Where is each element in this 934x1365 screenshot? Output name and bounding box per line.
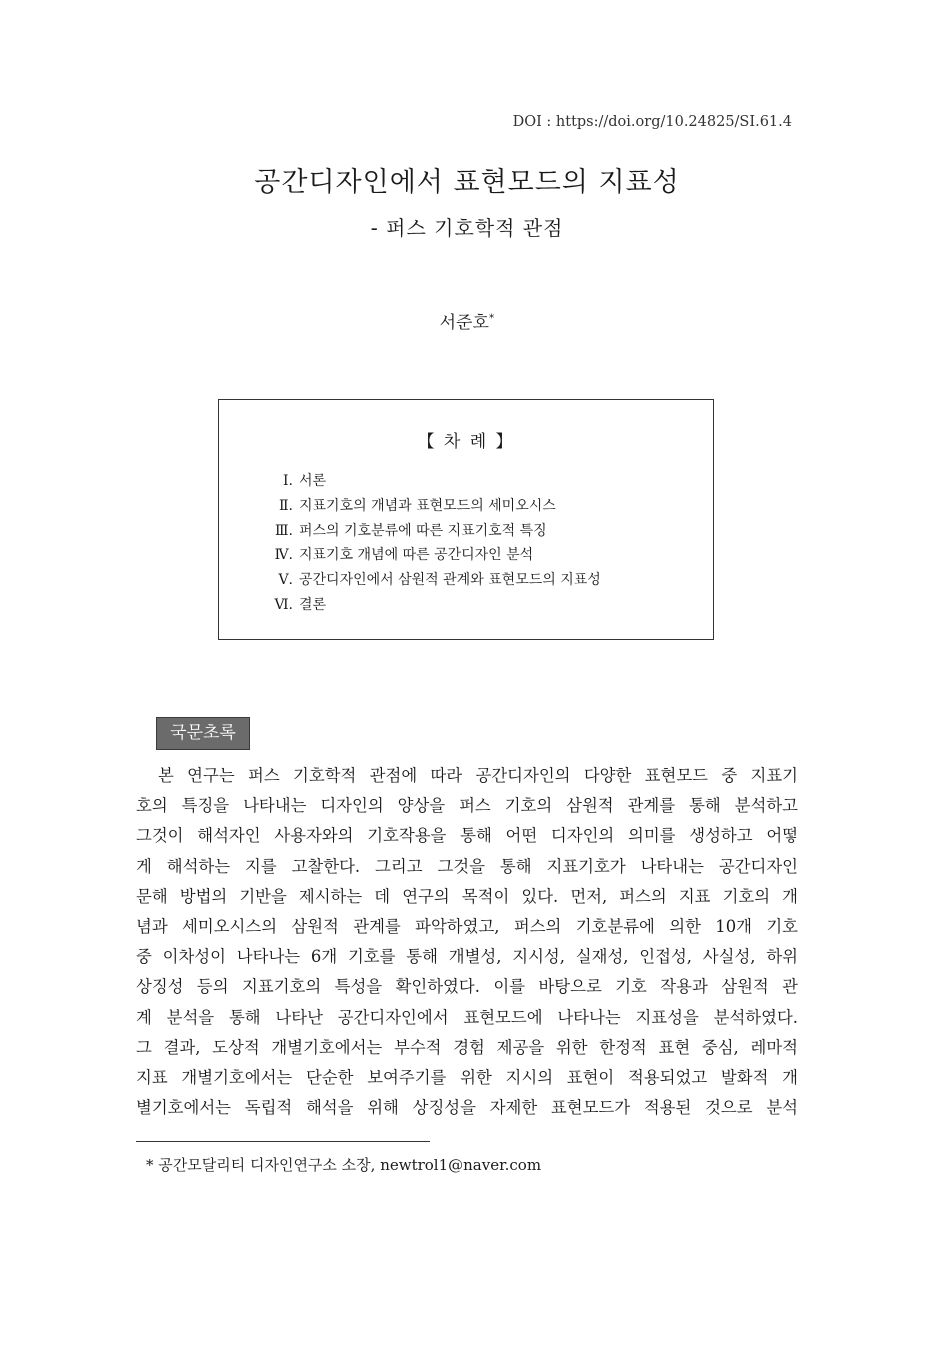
author: [0, 308, 934, 333]
paper-title: 공간디자인에서 표현모드의 지표성: [254, 167, 680, 198]
author-footnote-mark: *: [488, 311, 495, 325]
footnote-rule: [136, 1141, 430, 1142]
toc-item-label: 퍼스의 기호분류에 따른 지표기호적 특징: [299, 522, 547, 539]
abstract-line: 상징성 등의 지표기호의 특성을 확인하였다. 이를 바탕으로 기호 작용과 삼원적 관: [136, 977, 798, 997]
toc-item-label: 공간디자인에서 삼원적 관계와 표현모드의 지표성: [299, 572, 601, 589]
toc-heading: 【 차 례 】: [417, 432, 515, 452]
abstract-line: 그것이 해석자인 사용자와의 기호작용을 통해 어떤 디자인의 의미를 생성하고 어떻: [136, 826, 798, 846]
toc-list: [262, 470, 601, 619]
abstract-line: 문해 방법의 기반을 제시하는 데 연구의 목적이 있다. 먼저, 퍼스의 지표 기호의 개: [136, 886, 798, 906]
table-of-contents: [218, 399, 714, 640]
abstract-body: [136, 762, 798, 1124]
author-name: 서준호: [439, 313, 489, 333]
footnote: * 공간모달리티 디자인연구소 소장, newtrol1@naver.com: [146, 1156, 542, 1174]
abstract-line: 게 해석하는 지를 고찰한다. 그리고 그것을 통해 지표기호가 나타내는 공간디자인: [136, 856, 798, 876]
toc-item: [262, 544, 601, 569]
toc-item-number: Ⅲ.: [275, 522, 293, 539]
abstract-label: 국문초록: [156, 717, 250, 750]
toc-item: [262, 495, 601, 520]
abstract-line: 지표 개별기호에서는 단순한 보여주기를 위한 지시의 표현이 적용되었고 발화적 개: [136, 1067, 798, 1087]
toc-item-number: Ⅱ.: [279, 497, 293, 514]
paper-subtitle: - 퍼스 기호학적 관점: [370, 216, 564, 240]
abstract-line: 계 분석을 통해 나타난 공간디자인에서 표현모드에 나타나는 지표성을 분석하였다.: [136, 1007, 798, 1027]
toc-item: [262, 569, 601, 594]
doi-line: DOI : https://doi.org/10.24825/SI.61.4: [512, 114, 792, 130]
toc-item-label: 서론: [299, 473, 327, 489]
toc-item-label: 지표기호 개념에 따른 공간디자인 분석: [299, 547, 534, 564]
toc-item-number: Ⅵ.: [274, 596, 293, 613]
abstract-line: 본 연구는 퍼스 기호학적 관점에 따라 공간디자인의 다양한 표현모드 중 지표기: [158, 766, 798, 785]
abstract-line: 호의 특징을 나타내는 디자인의 양상을 퍼스 기호의 삼원적 관계를 통해 분석하고: [136, 796, 798, 816]
abstract-line: 념과 세미오시스의 삼원적 관계를 파악하였고, 퍼스의 기호분류에 의한 10개 기호: [136, 916, 798, 936]
toc-item: [262, 594, 601, 619]
toc-item-number: Ⅴ.: [278, 572, 293, 589]
toc-item-label: 지표기호의 개념과 표현모드의 세미오시스: [299, 497, 556, 514]
toc-item-label: 결론: [299, 596, 327, 613]
abstract-line: 중 이차성이 나타나는 6개 기호를 통해 개별성, 지시성, 실재성, 인접성, 사실성, 하위: [136, 947, 798, 967]
toc-item: [262, 470, 601, 495]
toc-item: [262, 520, 601, 545]
toc-item-number: Ⅳ.: [274, 547, 293, 564]
abstract-line: 그 결과, 도상적 개별기호에서는 부수적 경험 제공을 위한 한정적 표현 중심, 레마적: [136, 1037, 798, 1057]
abstract-line: 별기호에서는 독립적 해석을 위해 상징성을 자제한 표현모드가 적용된 것으로 분석: [136, 1098, 798, 1118]
toc-item-number: Ⅰ.: [283, 473, 293, 489]
